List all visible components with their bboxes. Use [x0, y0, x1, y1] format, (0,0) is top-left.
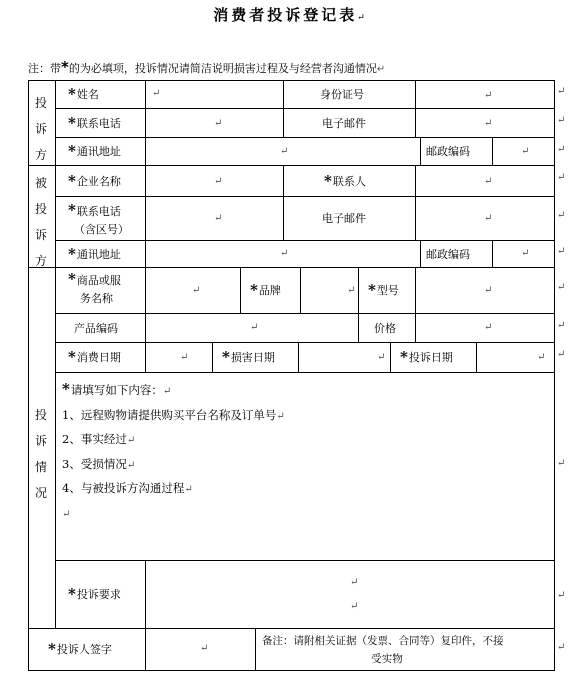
name-field[interactable]: ↵	[152, 88, 161, 99]
instruction-item: 1、远程购物请提供购买平台名称及订单号↵	[62, 407, 285, 422]
respondent-postcode-field[interactable]: ↵	[521, 248, 530, 259]
damage-date-field[interactable]: ↵	[377, 352, 386, 363]
instructions-title: *请填写如下内容：↵	[62, 380, 172, 398]
brand-label: * 品牌	[250, 281, 281, 299]
request-field[interactable]: ↵ ↵	[350, 577, 359, 612]
product-code-label: 产品编码	[74, 321, 118, 335]
signature-label: * 投诉人签字	[48, 640, 112, 658]
brand-field[interactable]: ↵	[347, 285, 356, 296]
respondent-email-field[interactable]: ↵	[484, 213, 493, 224]
model-label: * 型号	[368, 281, 399, 299]
complaint-date-field[interactable]: ↵	[537, 352, 546, 363]
section-label-complainant: 投 诉 方	[34, 96, 47, 162]
respondent-postcode-label: 邮政编码	[426, 247, 470, 261]
product-code-field[interactable]: ↵	[250, 322, 259, 333]
respondent-address-label: * 通讯地址	[68, 244, 121, 263]
respondent-email-label: 电子邮件	[322, 212, 366, 225]
product-name-field[interactable]: ↵	[192, 285, 201, 296]
instruction-item: 4、与被投诉方沟通过程↵	[62, 481, 193, 495]
complainant-phone-label: * 联系电话	[68, 113, 121, 132]
complainant-postcode-label: 邮政编码	[426, 145, 470, 158]
section-label-respondent: 被 投 诉 方	[34, 176, 47, 268]
damage-date-label: * 损害日期	[222, 348, 275, 366]
complainant-phone-field[interactable]: ↵	[214, 118, 223, 129]
signature-field[interactable]: ↵	[200, 643, 209, 654]
price-field[interactable]: ↵	[484, 322, 493, 333]
purchase-date-label: * 消费日期	[68, 348, 121, 366]
id-card-label: 身份证号	[320, 88, 364, 101]
contact-field[interactable]: ↵	[484, 176, 493, 187]
purchase-date-field[interactable]: ↵	[180, 352, 189, 363]
complainant-email-label: 电子邮件	[322, 116, 366, 130]
contact-label: * 联系人	[324, 171, 366, 190]
instructions-block: *请填写如下内容：↵ 1、远程购物请提供购买平台名称及订单号↵ 2、事实经过↵ 3、受损情况↵ 4、与被投诉方沟通过程↵ ↵	[62, 380, 285, 520]
complainant-email-field[interactable]: ↵	[484, 118, 493, 129]
complainant-address-label: * 通讯地址	[68, 142, 121, 160]
instruction-item: 2、事实经过↵	[62, 432, 136, 446]
respondent-phone-label: *联系电话 （含区号）	[68, 201, 129, 236]
name-label: * 姓名	[68, 85, 99, 103]
price-label: 价格	[374, 321, 396, 335]
product-name-label: *商品或服 务名称	[68, 270, 121, 305]
model-field[interactable]: ↵	[484, 285, 493, 296]
complainant-address-field[interactable]: ↵	[280, 146, 289, 157]
complainant-postcode-field[interactable]: ↵	[521, 146, 530, 157]
respondent-address-field[interactable]: ↵	[280, 248, 289, 259]
request-label: * 投诉要求	[68, 585, 121, 603]
note: 注：带*的为必填项，投诉情况请简洁说明损害过程及与经营者沟通情况↵	[28, 58, 386, 76]
company-field[interactable]: ↵	[214, 176, 223, 187]
company-label: * 企业名称	[68, 171, 121, 190]
signature-remark: 备注：请附相关证据（发票、合同等）复印件，不接 受实物	[262, 635, 504, 665]
respondent-phone-field[interactable]: ↵	[214, 213, 223, 224]
id-card-field[interactable]: ↵	[484, 90, 493, 101]
instruction-item: 3、受损情况↵	[62, 456, 136, 471]
section-label-details: 投 诉 情 况	[34, 408, 47, 500]
page-title: 消费者投诉登记表↵	[213, 6, 368, 24]
complaint-date-label: * 投诉日期	[400, 348, 453, 366]
